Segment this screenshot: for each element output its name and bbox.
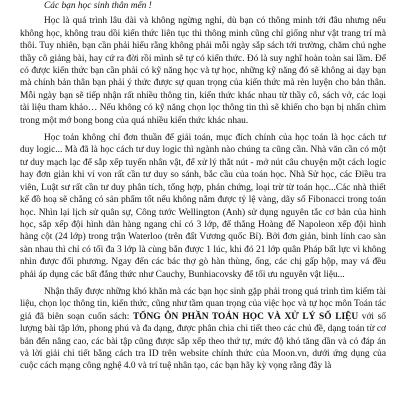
book-intro-text: Nhận thấy được những khó khăn mà các bạn học sinh gặp phải trong quá trình tìm kiếm tài liệu, chọn lọc thông tin, kiến thức, cũng như tầm quan trọng của việc học và tự học môn Toán tác giả đã biên soạn cuốn sách: [20, 286, 386, 322]
greeting-line: Các bạn học sinh thân mến ! [44, 1, 152, 11]
paragraph-math-logic: Học toán không chỉ đơn thuần để giải toán, mục đích chính của học toán là học cách tư duy logic... Mà đã là học cách tư duy logic thì ngành nào chúng ta cũng cần. Nhà văn cần có một tư duy mạch lạc để sắp xếp tuyến nhân vật, để xử lý thắt nút - mở nút câu chuyện một cách logic hay đơn giản khi ví von rất cần tư duy so sánh, bắc cầu của toán học. Nhà Sử học, các Điều tra viên, Luật sư rất cần tư duy phân tích, tổng hợp, phán chứng, loại trừ từ toán học...Các nhà thiết kế đồ hoạ sẽ chẳng có sản phẩm tốt nếu không nắm được tỷ lệ vàng, dãy số Fibonacci trong toán học. Nhìn lại lịch sử quân sự, Công tước Wellington (Anh) sử dụng nguyên tắc cơ bản của hình học, sắp xếp đội hình dàn hàng ngang chỉ có 3 lớp, để thắng Hoàng đế Napoleon xếp đội hình hàng cột (24 lớp) trong trận Waterloo (trên đất Vương quốc Bỉ). Bởi đơn giản, binh lính cao sàn sàn nhau thì chỉ có tối đa 3 lớp là cùng bắn được 1 lúc, khi đó 21 lớp quân Pháp bất lực vì không nhìn được đối phương. Ngay đến các bác thợ gò hàn thùng, ống, các chị gấp hộp, may vá đều phải áp dụng các bất đẳng thức như Cauchy, Bunhiacovsky để tối ưu nguyên vật liệu... [20, 133, 386, 280]
paragraph-book-intro [20, 286, 386, 373]
book-title-emphasis: TỔNG ÔN PHẦN TOÁN HỌC VÀ XỬ LÝ SỐ LIỆU [132, 311, 359, 322]
paragraph-learning: Học là quá trình lâu dài và không ngừng nghỉ, dù bạn có thông minh tới đâu nhưng nếu không học, không trau dồi kiến thức liên tục thì thông minh cũng chỉ giống như vật trang trí mà thôi. Tuy nhiên, bạn cần phải hiểu rằng không phải mỗi ngày sắp sách tới trường, chăm chú nghe thầy cô giảng bài, hay cứ ra đời rồi mình sẽ tự có kiến thức. Đó là suy nghĩ hoàn toàn sai lầm. Để có được kiến thức bạn cần phải có kỹ năng học và tự học, những kỹ năng đó sẽ không ai dạy bạn mà chính bản thân bạn phải ý thức được sự quan trọng của kiến thức mà rèn luyện cho bản thân. Mỗi ngày bạn sẽ tiếp nhận rất nhiều thông tin, kiến thức khác nhau từ thầy cô, sách vở, các loại tài liệu tham khảo… Nếu không có kỹ năng chọn lọc thông tin thì sẽ khiến cho bạn bị nhấn chìm trong một mớ bong bong của quá nhiều kiến thức khác nhau. [20, 16, 386, 126]
book-intro-continued: với số lượng bài tập lớn, phong phú và đa dạng, được phân chia chi tiết theo các chủ đề, dạng toán từ cơ bản đến nâng cao, các bài tập cũng được sắp xếp theo thứ tự, mức độ khó tăng dần và có đáp án và lời giải chi tiết bằng cách tra ID trên website chính thức của Moon.vn, dưới ứng dụng của cuộc cách mạng công nghệ 4.0 và trí tuệ nhân tạo, các bạn hãy kỳ vọng rằng đây là [20, 311, 386, 372]
